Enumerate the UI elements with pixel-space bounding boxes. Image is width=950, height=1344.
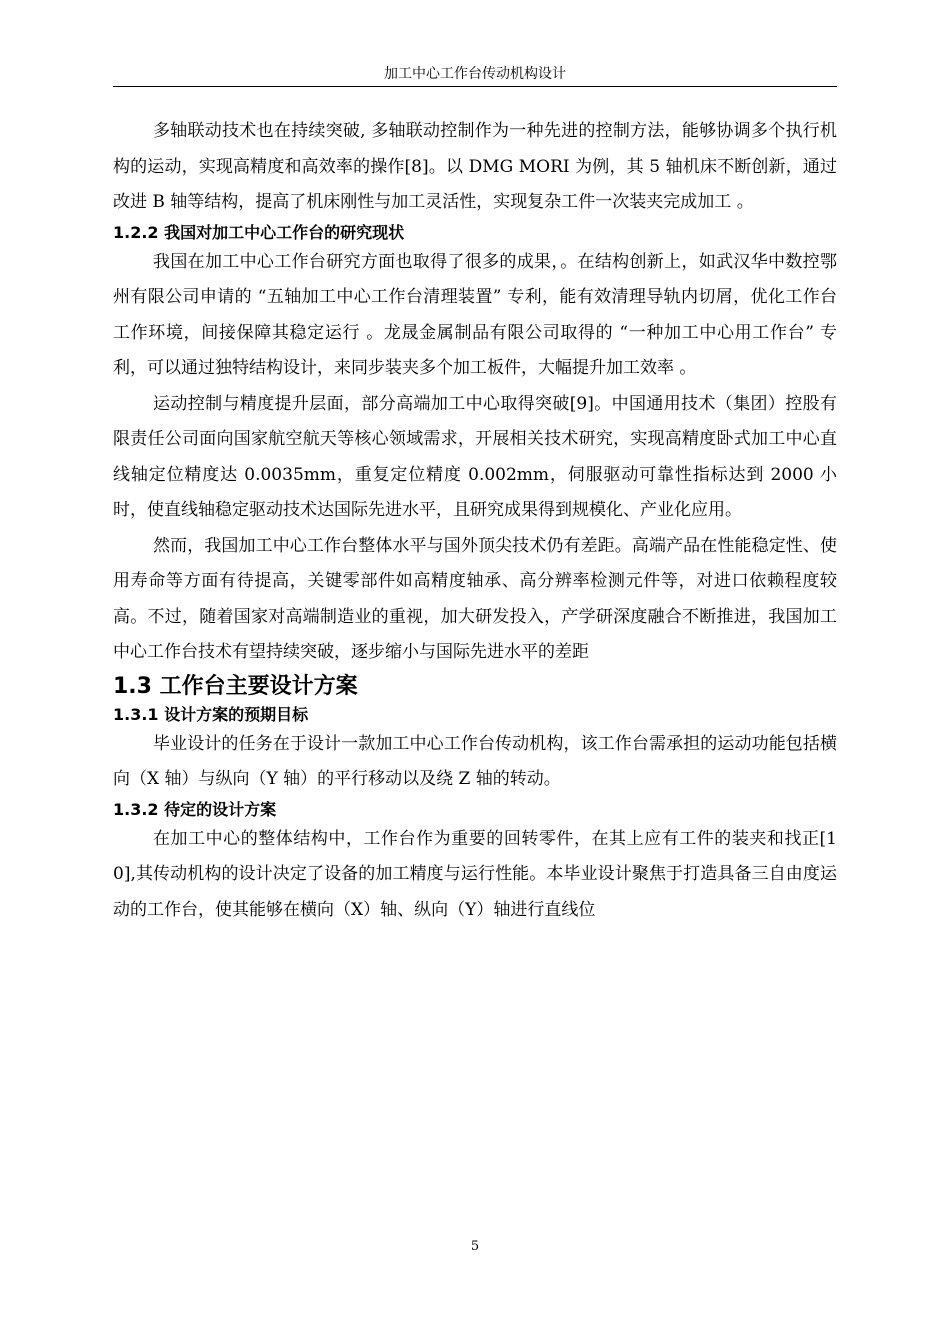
heading-1-3-2: 1.3.2 待定的设计方案: [113, 799, 277, 819]
heading-1-3-1: 1.3.1 设计方案的预期目标: [113, 704, 309, 724]
paragraph-design-plan: 在加工中心的整体结构中，工作台作为重要的回转零件，在其上应有工件的装夹和找正[10],其传动机构的设计决定了设备的加工精度与运行性能。本毕业设计聚焦于打造具备三自由度运动的工作台，使其能够在横向（X）轴、纵向（Y）轴进行直线位: [113, 828, 837, 920]
paragraph-motion-control: 运动控制与精度提升层面，部分高端加工中心取得突破[9]。中国通用技术（集团）控股有限责任公司面向国家航空航天等核心领域需求，开展相关技术研究，实现高精度卧式加工中心直线轴定位精度达 0.0035mm，重复定位精度 0.002mm，伺服驱动可靠性指标达到 2000 小时，使直线轴稳定驱动技术达国际先进水平，且研究成果得到规模化、产业化应用。: [113, 393, 837, 520]
page-number: 5: [470, 1239, 480, 1254]
paragraph-domestic-research: 我国在加工中心工作台研究方面也取得了很多的成果，。在结构创新上，如武汉华中数控鄂州有限公司申请的 “五轴加工中心工作台清理装置” 专利，能有效清理导轨内切屑，优化工作台工作环境，间接保障其稳定运行 。龙晟金属制品有限公司取得的 “一种加工中心用工作台” 专利，可以通过独特结构设计，来同步装夹多个加工板件，大幅提升加工效率 。: [113, 251, 837, 378]
heading-1-2-2: 1.2.2 我国对加工中心工作台的研究现状: [113, 222, 405, 242]
header-title: 加工中心工作台传动机构设计: [384, 66, 566, 82]
heading-1-3: 1.3 工作台主要设计方案: [113, 673, 358, 699]
document-body: [113, 114, 837, 928]
paragraph-multi-axis: 多轴联动技术也在持续突破, 多轴联动控制作为一种先进的控制方法，能够协调多个执行机构的运动，实现高精度和高效率的操作[8]。以 DMG MORI 为例，其 5 轴机床不断创新，通过改进 B 轴等结构，提高了机床刚性与加工灵活性，实现复杂工件一次装夹完成加工 。: [113, 121, 837, 212]
page-header: [113, 64, 837, 87]
paragraph-gap: 然而，我国加工中心工作台整体水平与国外顶尖技术仍有差距。高端产品在性能稳定性、使用寿命等方面有待提高，关键零部件如高精度轴承、高分辨率检测元件等，对进口依赖程度较高。不过，随着国家对高端制造业的重视，加大研发投入，产学研深度融合不断推进，我国加工中心工作台技术有望持续突破，逐步缩小与国际先进水平的差距: [113, 535, 837, 662]
paragraph-design-goal: 毕业设计的任务在于设计一款加工中心工作台传动机构，该工作台需承担的运动功能包括横向（X 轴）与纵向（Y 轴）的平行移动以及绕 Z 轴的转动。: [113, 733, 837, 789]
